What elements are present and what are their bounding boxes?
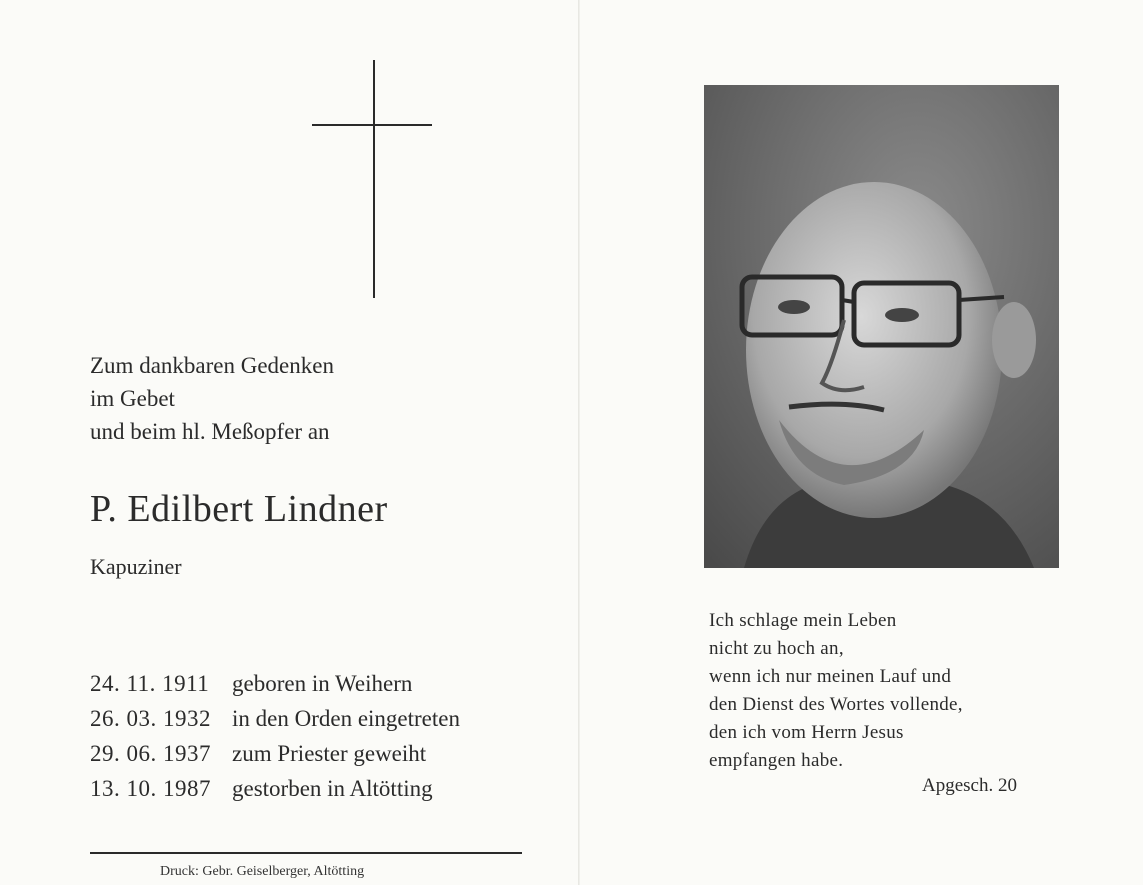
date-event: in den Orden eingetreten [232,706,460,731]
verse-line: nicht zu hoch an, [709,638,844,659]
verse-line: den Dienst des Wortes vollende, [709,694,963,715]
date-event: zum Priester geweiht [232,741,427,766]
dedication-line: Zum dankbaren Gedenken [90,353,334,378]
date-row [90,771,460,806]
date: 29. 06. 1937 [90,741,211,766]
portrait-photo [704,85,1059,568]
printer-credit: Druck: Gebr. Geiselberger, Altötting [160,864,365,879]
footer-rule [90,852,522,854]
dedication-line: und beim hl. Meßopfer an [90,419,330,444]
deceased-name: P. Edilbert Lindner [90,488,388,530]
date-row [90,736,460,771]
card-fold [578,0,580,885]
dedication [90,349,334,448]
verse-line: den ich vom Herrn Jesus [709,722,904,743]
life-dates [90,666,460,806]
date-event: geboren in Weihern [232,671,413,696]
date: 24. 11. 1911 [90,671,210,696]
date: 26. 03. 1932 [90,706,211,731]
verse-line: empfangen habe. [709,750,844,771]
verse-line: wenn ich nur meinen Lauf und [709,666,952,687]
date: 13. 10. 1987 [90,776,211,801]
dedication-line: im Gebet [90,386,175,411]
verse-line: Ich schlage mein Leben [709,610,897,631]
bible-verse [709,607,963,775]
religious-order: Kapuziner [90,554,182,579]
date-row [90,701,460,736]
verse-reference: Apgesch. 20 [922,775,1017,796]
cross-icon [312,60,434,298]
date-row [90,666,460,701]
date-event: gestorben in Altötting [232,776,433,801]
